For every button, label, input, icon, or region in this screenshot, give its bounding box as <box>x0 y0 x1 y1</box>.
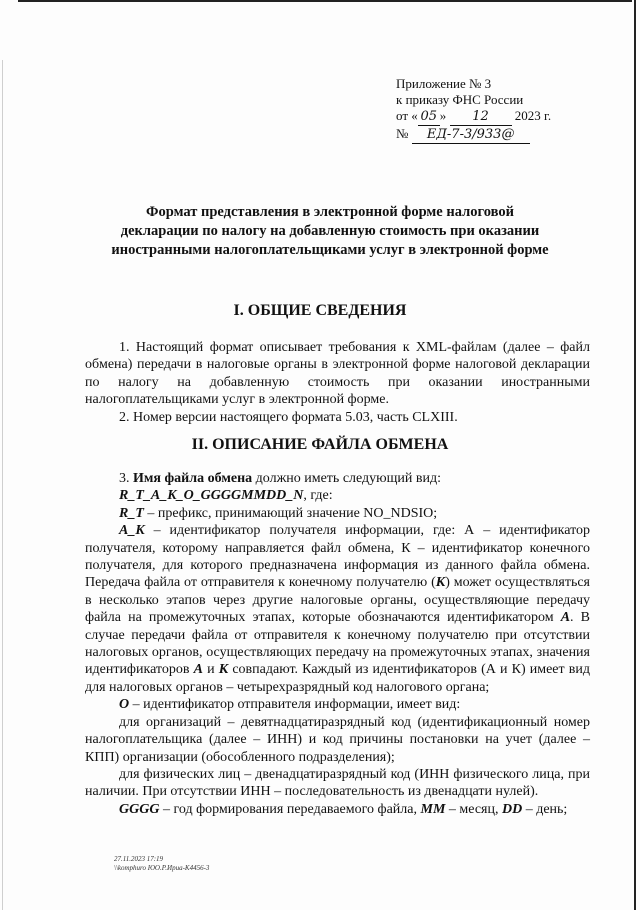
print-footer: 27.11.2023 17:19 \\komphuro ЮО.Р.Ириа-К4456-3 <box>114 855 210 872</box>
appendix-line2: к приказу ФНС России <box>396 92 524 107</box>
appendix-day: 05 <box>418 109 440 126</box>
document-title: Формат представления в электронной форме налоговой декларации по налогу на добавленную стоимость при оказании иностранными налогоплательщиками услуг в электронной форме <box>111 204 549 258</box>
appendix-block <box>396 76 551 144</box>
o-definition: О – идентификатор отправителя информации, имеет вид: <box>119 697 461 713</box>
section1-heading: I. ОБЩИЕ СВЕДЕНИЯ <box>233 302 407 319</box>
individual-definition: для физических лиц – двенадцатиразрядный код (ИНН физического лица, при наличии. При отсутствии ИНН – последовательность из двенадцати нулей). <box>85 766 590 800</box>
section1-p2: 2. Номер версии настоящего формата 5.03, часть CLXIII. <box>119 409 458 425</box>
scan-edge-left <box>2 60 3 910</box>
rt-definition: R_T – префикс, принимающий значение NO_NDSIO; <box>119 505 438 521</box>
gggg-definition: GGGG – год формирования передаваемого файла, MM – месяц, DD – день; <box>119 801 568 817</box>
section2-p3: 3. Имя файла обмена должно иметь следующий вид: <box>119 471 442 486</box>
org-definition: для организаций – девятнадцатиразрядный код (идентификационный номер налогоплательщика (далее – ИНН) и код причины постановки на учет (далее – КПП) организации (обособленного подразделения); <box>85 714 590 765</box>
appendix-month: 12 <box>450 109 512 126</box>
scan-edge-top <box>18 0 632 2</box>
filename-pattern: R_T_A_K_O_GGGGMMDD_N, где: <box>119 488 333 504</box>
section1-body <box>85 339 590 426</box>
ak-definition: A_K – идентификатор получателя информации, где: А – идентификатор получателя, которому направляется файл обмена, К – идентификатор конечного получателя, для которого предназначена информация из данного файла обмена. Передача файла от отправителя к конечному получателю (К) может осуществляться в несколько этапов через другие налоговые органы, осуществляющие передачу файла на промежуточных этапах, которые обозначаются идентификатором А. В случае передачи файла от отправителя к конечному получателю при отсутствии налоговых органов, осуществляющих передачу на промежуточных этапах, значения идентификаторов А и К совпадают. Каждый из идентификаторов (А и К) имеет вид для налоговых органов – четырехразрядный код налогового органа; <box>85 523 590 695</box>
appendix-line1: Приложение № 3 <box>396 76 492 91</box>
appendix-date: от « 05 » 12 2023 г. <box>396 108 552 124</box>
appendix-number: ЕД-7-3/933@ <box>412 127 530 144</box>
scan-edge-right <box>634 0 636 910</box>
section1-p1: 1. Настоящий формат описывает требования к XML-файлам (далее – файл обмена) передачи в налоговые органы в электронной форме налоговой декларации по налогу на добавленную стоимость при оказании иностранными налогоплательщиками услуг в электронной форме. <box>85 340 590 408</box>
appendix-number-line: № ЕД-7-3/933@ <box>396 126 551 144</box>
appendix-year: 2023 г. <box>514 108 552 123</box>
section2-heading: II. ОПИСАНИЕ ФАЙЛА ОБМЕНА <box>191 436 449 453</box>
section2-body <box>85 470 590 818</box>
